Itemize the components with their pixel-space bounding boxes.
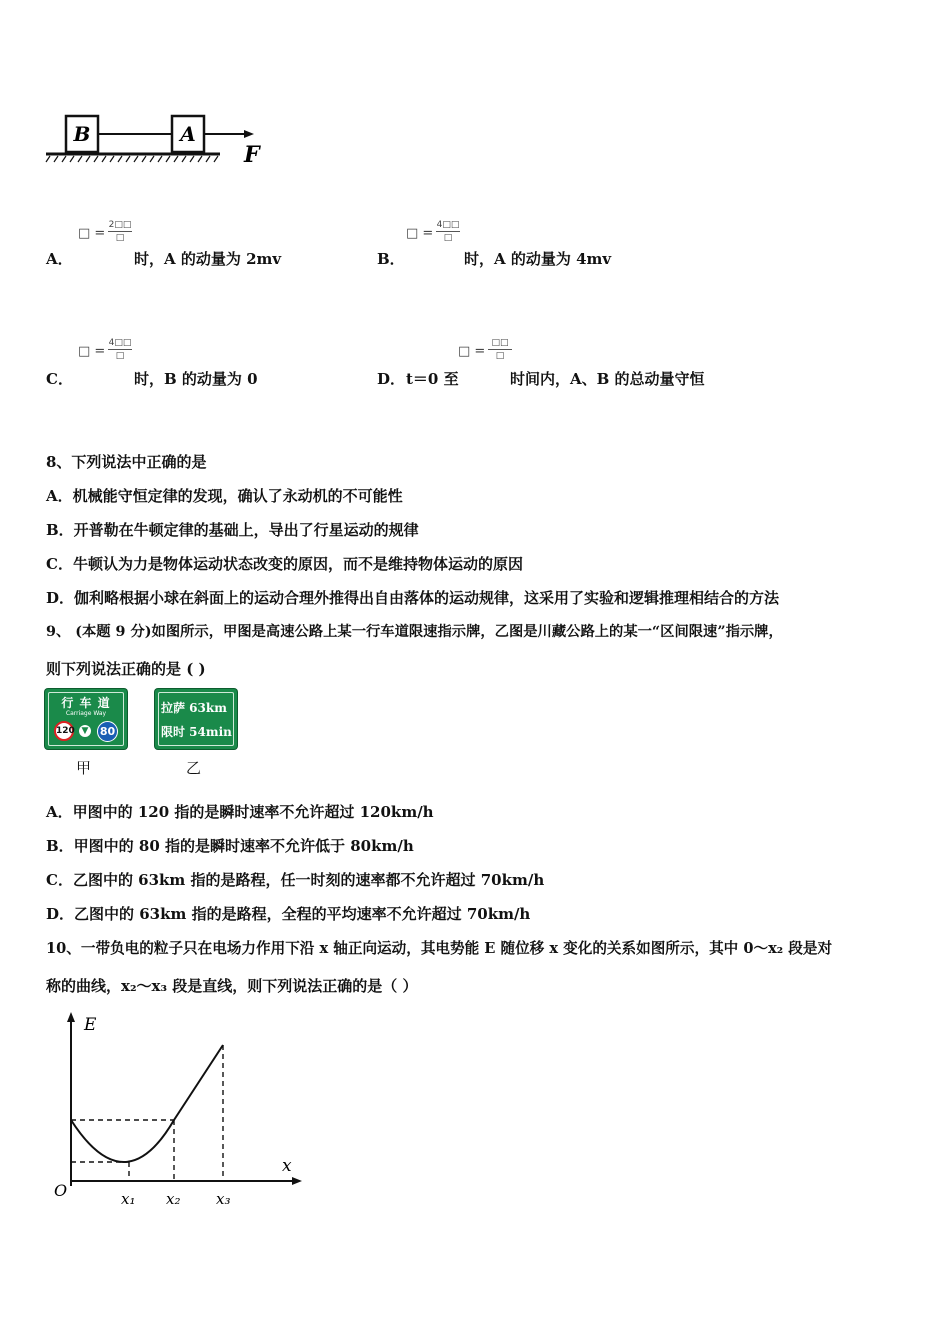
sign-jia-title: 行 车 道 [61,696,111,710]
sign-yi-line2: 限时 54min [161,725,232,739]
q7-option-b[interactable]: B． [377,250,405,268]
sign-jia-subtitle: Carriage Way [65,710,107,717]
sign-yi-caption: 乙 [186,759,202,777]
q7-option-c[interactable]: C． [46,370,73,388]
down-arrow-icon: ▼ [79,725,91,737]
q7-option-b-text: 时，A 的动量为 4mv [464,250,612,268]
energy-curve [71,1045,223,1162]
q8-option-b[interactable]: B．开普勒在牛顿定律的基础上，导出了行星运动的规律 [46,521,419,539]
q9-stem-line1: 9、 (本题 9 分)如图所示，甲图是高速公路上某一行车道限速指示牌，乙图是川藏公路上的某一“区间限速”指示牌， [46,624,783,640]
q9-option-b[interactable]: B．甲图中的 80 指的是瞬时速率不允许低于 80km/h [46,837,414,855]
q9-option-c[interactable]: C．乙图中的 63km 指的是路程，任一时刻的速率都不允许超过 70km/h [46,871,545,889]
block-a-label: A [180,122,196,146]
sign-yi [155,689,237,749]
option-c-fraction: □ = 4□□ □ [78,338,132,361]
blocks-force-figure [44,98,264,170]
y-axis-label: E [84,1015,97,1035]
q9-option-d[interactable]: D．乙图中的 63km 指的是路程，全程的平均速率不允许超过 70km/h [46,905,531,923]
q9-option-a[interactable]: A．甲图中的 120 指的是瞬时速率不允许超过 120km/h [46,803,434,821]
sign-jia [45,689,127,749]
speed-max-badge: 120 [54,721,74,741]
x-axis-label: x [282,1156,292,1176]
block-b-label: B [73,122,91,146]
tick-x3: x₃ [216,1190,231,1208]
option-b-fraction: □ = 4□□ □ [406,220,460,243]
tick-x2: x₂ [166,1190,181,1208]
q8-option-a[interactable]: A．机械能守恒定律的发现，确认了永动机的不可能性 [46,487,403,505]
sign-jia-caption: 甲 [76,759,92,777]
q7-option-c-text: 时，B 的动量为 0 [134,370,258,388]
q10-stem-line1: 10、一带负电的粒子只在电场力作用下沿 x 轴正向运动，其电势能 E 随位移 x 变化的关系如图所示，其中 0～x₂ 段是对 [46,940,833,957]
option-d-fraction: □ = □□ □ [458,338,518,368]
q8-option-c[interactable]: C．牛顿认为力是物体运动状态改变的原因，而不是维持物体运动的原因 [46,555,523,573]
tick-x1: x₁ [121,1190,136,1208]
origin-label: O [54,1181,68,1200]
force-label: F [244,142,260,168]
q7-option-a[interactable]: A． [46,250,73,268]
q7-option-d-prefix: t＝0 至 [406,370,459,388]
q10-stem-line2: 称的曲线，x₂～x₃ 段是直线，则下列说法正确的是（ ） [46,977,418,995]
q7-option-d-text: 时间内，A、B 的总动量守恒 [510,370,705,388]
option-a-fraction: □ = 2□□ □ [78,220,132,243]
sign-yi-line1: 拉萨 63km [161,701,227,715]
q9-stem-line2: 则下列说法正确的是 ( ) [46,660,206,678]
q8-option-d[interactable]: D．伽利略根据小球在斜面上的运动合理外推得出自由落体的运动规律，这采用了实验和逻辑推理相结合的方法 [46,589,780,607]
energy-position-graph [46,1008,316,1218]
speed-min-badge: 80 [97,721,118,742]
q7-option-d[interactable]: D． [377,370,406,388]
q8-stem: 8、下列说法中正确的是 [46,453,207,471]
q7-option-a-text: 时，A 的动量为 2mv [134,250,282,268]
